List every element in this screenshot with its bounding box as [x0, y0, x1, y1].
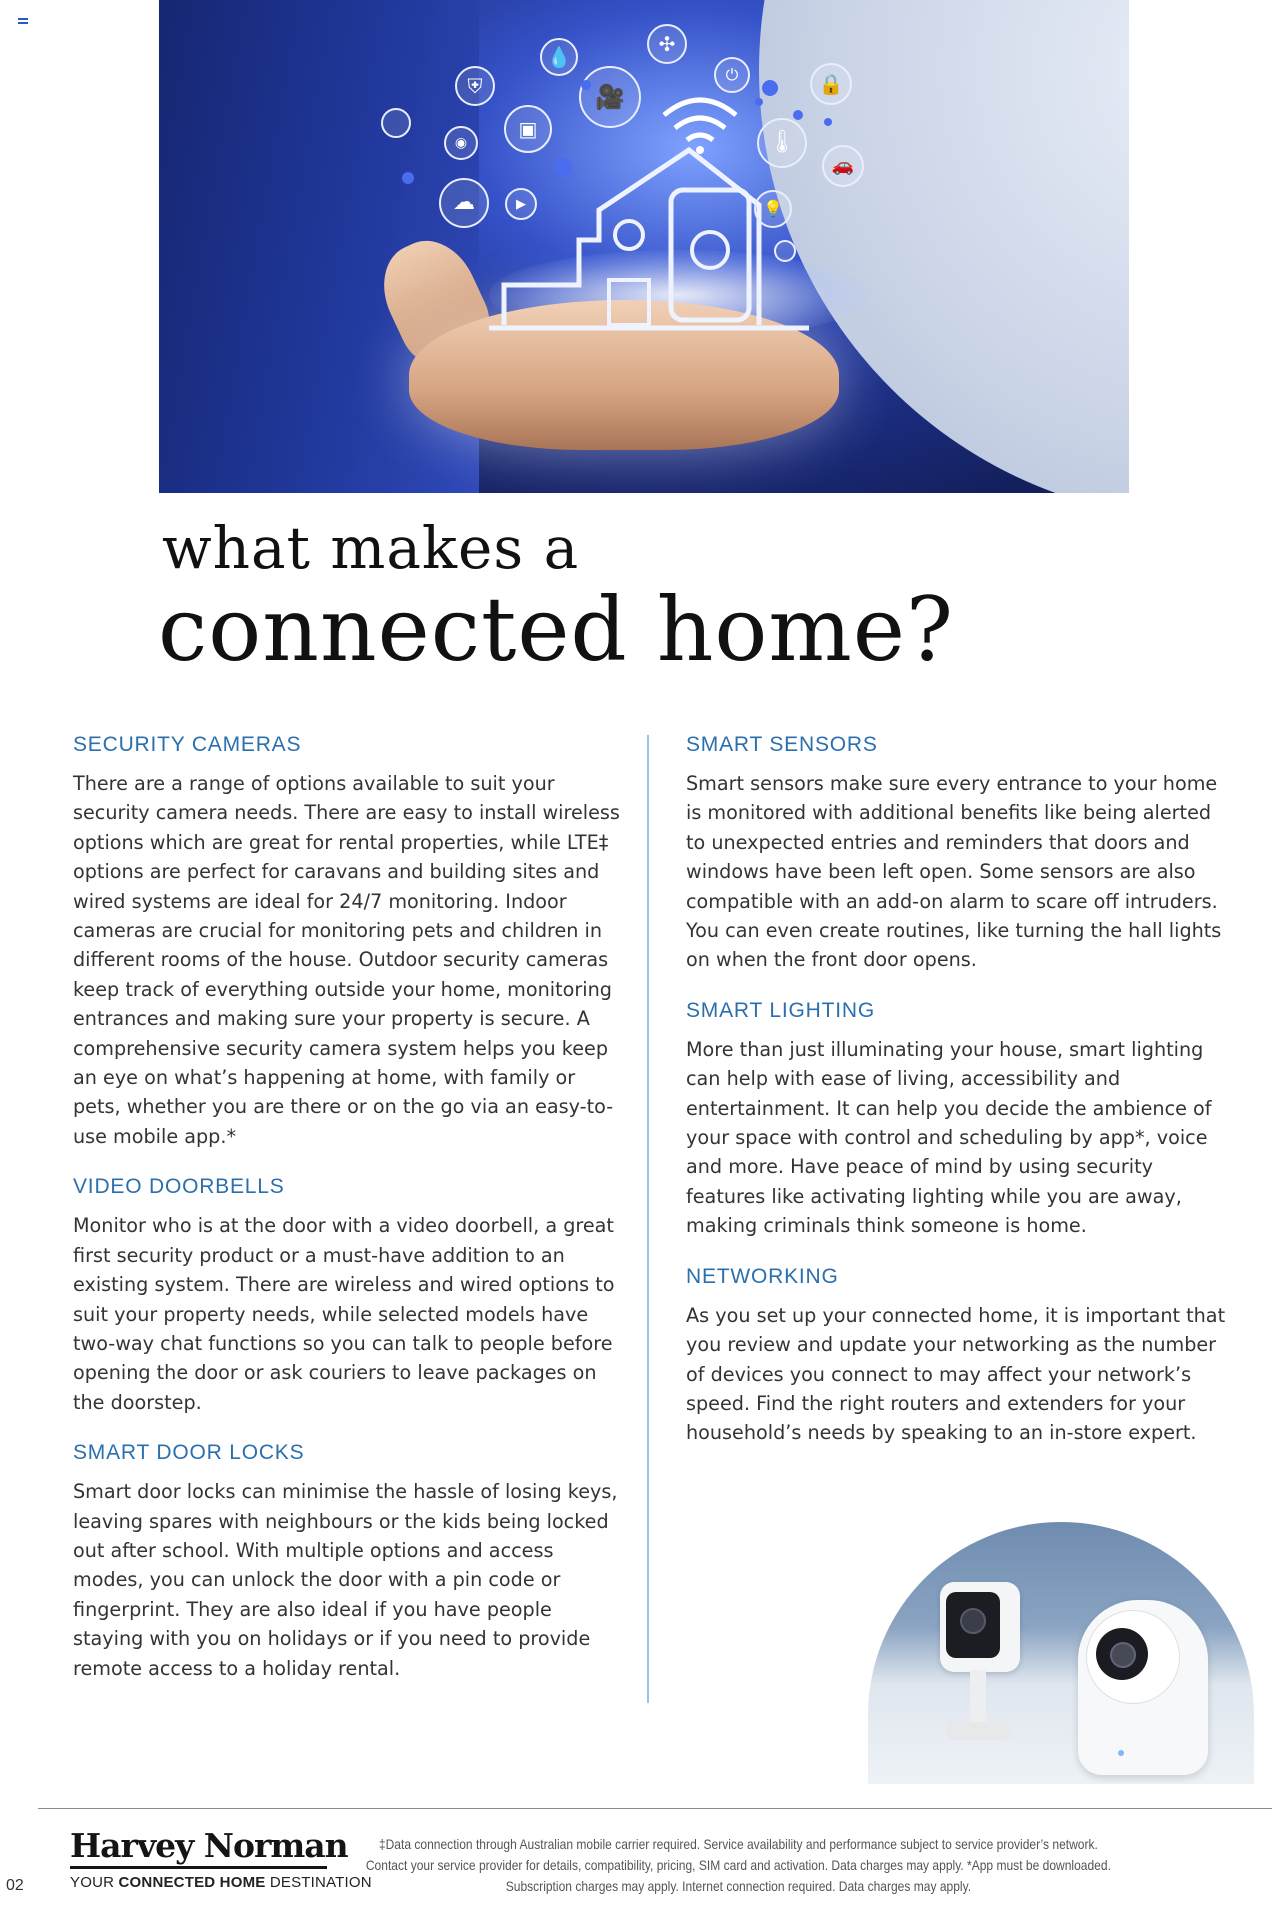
section-security-cameras [73, 733, 628, 1151]
lamp-icon: 💡 [754, 190, 792, 228]
section-body: Smart door locks can minimise the hassle of losing keys, leaving spares with neighbours or the kids being locked out after school. With multiple options and access modes, you can unlock the door with a pin code or fingerprint. They are also ideal if you have people staying with you on holidays or if you need to provide remote access to a holiday rental. [73, 1480, 618, 1680]
section-smart-sensors [686, 733, 1236, 975]
pan-tilt-camera [1078, 1600, 1208, 1775]
washing-machine-icon: ▣ [504, 105, 552, 153]
footer-disclaimer: ‡Data connection through Australian mobile carrier required. Service availability and performance subject to service provider’s network. Contact your service provider for details, compatibility, pricing, SIM card and activation. Data charges may apply. *App must be downloaded. Subscription charges may apply. Internet connection required. Data charges may apply. [365, 1836, 1111, 1894]
hero-image [159, 0, 1129, 493]
page-number: 02 [6, 1877, 24, 1894]
section-body: Monitor who is at the door with a video doorbell, a great first security product or a must-have addition to an existing system. There are wireless and wired options to suit your property needs, while selected models have two-way chat functions so you can talk to people before opening the door or ask couriers to leave packages on the doorstep. [73, 1214, 615, 1414]
section-title: SMART LIGHTING [686, 998, 875, 1022]
lock-icon: 🔒 [810, 63, 852, 105]
section-title: VIDEO DOORBELLS [73, 1175, 285, 1199]
column-divider [647, 735, 649, 1703]
thermometer-icon: 🌡 [757, 118, 807, 168]
section-title: SMART DOOR LOCKS [73, 1441, 305, 1465]
weather-icon: ☁ [439, 178, 489, 228]
section-body: More than just illuminating your house, smart lighting can help with ease of living, accessibility and entertainment. It can help you decide the ambience of your space with control and scheduling by app*, voice and more. Have peace of mind by using security features like activating lighting while you are away, making criminals think someone is home. [686, 1037, 1212, 1238]
shield-icon: ⛨ [455, 66, 495, 106]
menu-icon[interactable] [18, 18, 28, 26]
fan-icon: ✣ [647, 24, 687, 64]
cctv-camera-icon: 🎥 [579, 66, 641, 128]
water-drop-icon: 💧 [540, 38, 578, 76]
right-column [686, 733, 1236, 1472]
play-icon: ▶ [505, 188, 537, 220]
section-title: NETWORKING [686, 1264, 839, 1288]
headline-line-2: connected home? [158, 578, 955, 681]
section-networking [686, 1265, 1236, 1448]
brand-tagline: YOUR CONNECTED HOME DESTINATION [70, 1874, 372, 1891]
car-icon: 🚗 [822, 145, 864, 187]
circle-icon [381, 108, 411, 138]
security-cameras-image [868, 1522, 1254, 1784]
brand-logo: Harvey Norman [70, 1826, 348, 1865]
section-body: As you set up your connected home, it is important that you review and update your networking as the number of devices you connect to may affect your network’s speed. Find the right routers and extenders for your household’s needs by speaking to an in-store expert. [686, 1303, 1226, 1445]
plug-icon: ⏻ [714, 57, 750, 93]
section-body: There are a range of options available to suit your security camera needs. There are easy to install wireless options which are great for rental properties, while LTE‡ options are perfect for caravans and building sites and wired systems are ideal for 24/7 monitoring. Indoor cameras are crucial for monitoring pets and children in different rooms of the house. Outdoor security cameras keep track of everything outside your home, monitoring entrances and making sure your property is secure. A comprehensive security camera system helps you keep an eye on what’s happening at home, with family or pets, whether you are there or on the go via an easy-to-use mobile app.* [73, 772, 620, 1148]
speaker-icon: ◉ [444, 126, 478, 160]
section-smart-lighting [686, 999, 1236, 1241]
indoor-camera [940, 1582, 1020, 1672]
brand-underline [70, 1866, 327, 1869]
circle-icon [774, 240, 796, 262]
left-column [73, 733, 628, 1707]
section-video-doorbells [73, 1175, 628, 1417]
section-smart-door-locks [73, 1441, 628, 1683]
smart-home-graphic [159, 0, 1129, 493]
headline-line-1: what makes a [162, 514, 580, 582]
section-title: SECURITY CAMERAS [73, 733, 302, 756]
footer-divider [38, 1808, 1272, 1809]
section-body: Smart sensors make sure every entrance to your home is monitored with additional benefits like being alerted to unexpected entries and reminders that doors and windows have been left open. Some sensors are also compatible with an add-on alarm to scare off intruders. You can even create routines, like turning the hall lights on when the front door opens. [686, 772, 1222, 972]
section-title: SMART SENSORS [686, 733, 878, 756]
